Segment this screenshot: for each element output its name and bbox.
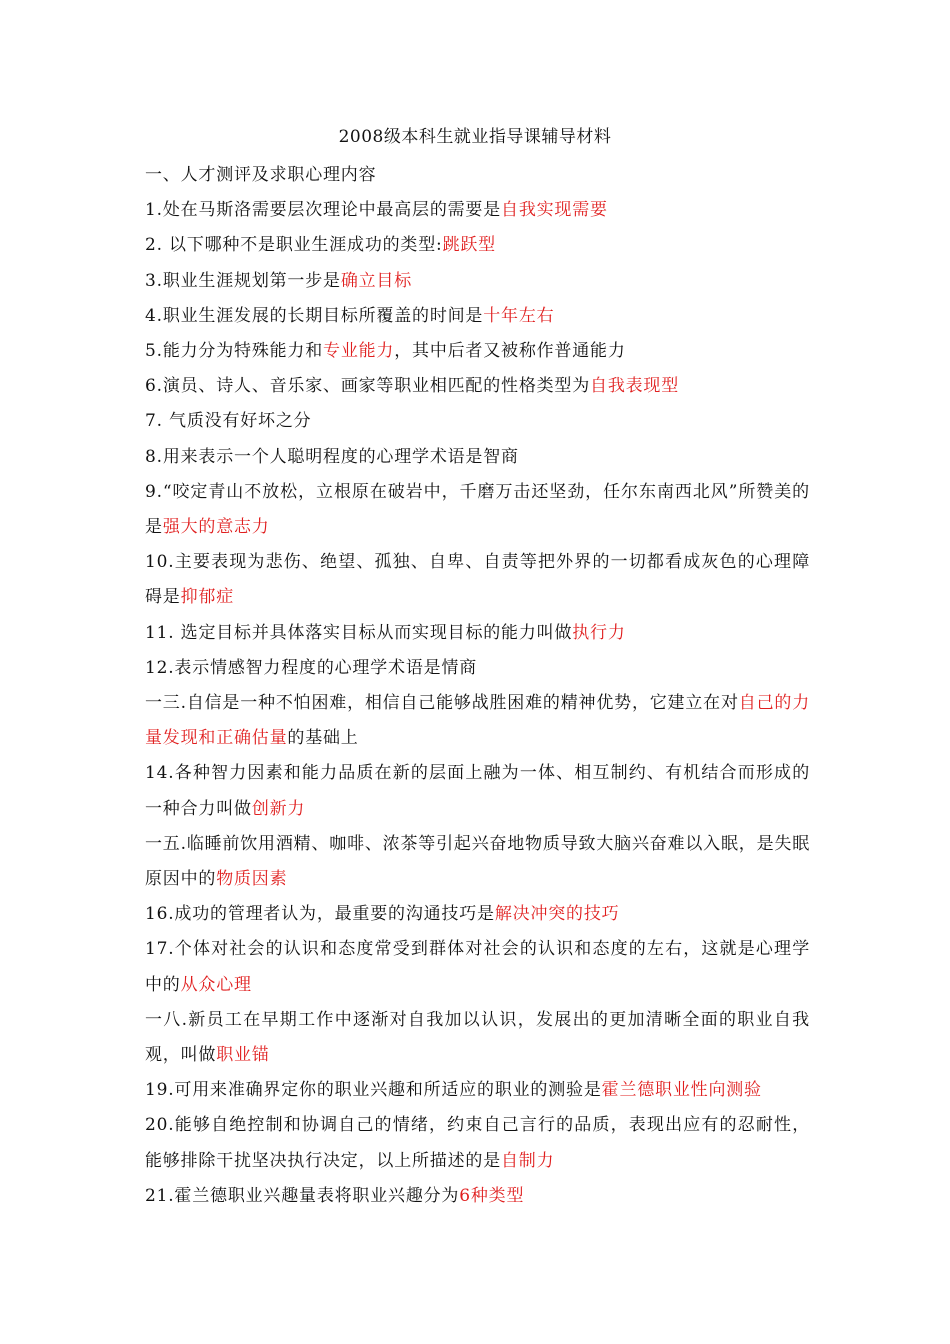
question-item <box>145 545 810 615</box>
question-text: 一五.临睡前饮用酒精、咖啡、浓茶等引起兴奋地物质导致大脑兴奋难以入眠，是失眠原因中的 <box>145 833 810 890</box>
question-item <box>145 932 810 1002</box>
question-item <box>145 1003 810 1073</box>
question-item <box>145 1108 810 1178</box>
question-text: 6.演员、诗人、音乐家、画家等职业相匹配的性格类型为 <box>145 376 591 397</box>
question-item <box>145 158 810 193</box>
question-text: 一、人才测评及求职心理内容 <box>145 165 377 185</box>
question-item <box>145 404 810 439</box>
question-text: 9.“咬定青山不放松，立根原在破岩中，千磨万击还坚劲，任尔东南西北风”所赞美的是 <box>145 481 810 538</box>
question-text: 2. 以下哪种不是职业生涯成功的类型: <box>145 235 443 256</box>
answer-highlight: 十年左右 <box>483 305 555 326</box>
question-item <box>145 334 810 369</box>
answer-highlight: 自制力 <box>501 1150 555 1171</box>
question-text: 7. 气质没有好坏之分 <box>145 411 312 432</box>
question-text: 11. 选定目标并具体落实目标从而实现目标的能力叫做 <box>145 622 573 643</box>
question-item <box>145 228 810 263</box>
question-item <box>145 475 810 545</box>
question-text: 14.各种智力因素和能力品质在新的层面上融为一体、相互制约、有机结合而形成的一种合力叫做 <box>145 763 810 819</box>
question-text: 1.处在马斯洛需要层次理论中最高层的需要是 <box>145 200 502 221</box>
question-text: 10.主要表现为悲伤、绝望、孤独、自卑、自责等把外界的一切都看成灰色的心理障碍是 <box>145 552 810 608</box>
question-text: 12.表示情感智力程度的心理学术语是情商 <box>145 657 478 678</box>
question-item <box>145 616 810 651</box>
question-text: 21.霍兰德职业兴趣量表将职业兴趣分为 <box>145 1185 460 1206</box>
document-title: 2008级本科生就业指导课辅导材料 <box>338 127 612 147</box>
question-item <box>145 756 810 826</box>
question-item <box>145 440 810 475</box>
answer-highlight: 跳跃型 <box>442 235 496 256</box>
answer-highlight: 从众心理 <box>180 974 252 995</box>
question-item <box>145 827 810 897</box>
document-body <box>145 158 810 1214</box>
question-item <box>145 369 810 404</box>
question-item <box>145 651 810 686</box>
answer-highlight: 自我表现型 <box>590 376 680 397</box>
question-text: 的基础上 <box>287 728 359 749</box>
question-text: 4.职业生涯发展的长期目标所覆盖的时间是 <box>145 305 484 326</box>
question-item <box>145 686 810 756</box>
answer-highlight: 强大的意志力 <box>162 517 270 538</box>
question-text: 17.个体对社会的认识和态度常受到群体对社会的认识和态度的左右，这就是心理学中的 <box>145 939 810 995</box>
answer-highlight: 执行力 <box>572 622 626 643</box>
question-text: 20.能够自绝控制和协调自己的情绪，约束自己言行的品质，表现出应有的忍耐性，能够排除干扰坚决执行决定，以上所描述的是 <box>145 1115 810 1171</box>
question-text: 一八.新员工在早期工作中逐渐对自我加以认识，发展出的更加清晰全面的职业自我观，叫做 <box>145 1009 810 1066</box>
question-text: 19.可用来准确界定你的职业兴趣和所适应的职业的测验是 <box>145 1080 602 1101</box>
question-item <box>145 1073 810 1108</box>
answer-highlight: 物质因素 <box>216 869 288 890</box>
answer-highlight: 霍兰德职业性向测验 <box>601 1080 762 1101</box>
question-item <box>145 264 810 299</box>
question-text: 3.职业生涯规划第一步是 <box>145 270 341 291</box>
answer-highlight: 抑郁症 <box>180 587 235 608</box>
question-text: ，其中后者又被称作普通能力 <box>394 341 626 362</box>
question-text: 8.用来表示一个人聪明程度的心理学术语是智商 <box>145 446 519 467</box>
answer-highlight: 职业锚 <box>216 1045 270 1066</box>
answer-highlight: 专业能力 <box>323 341 395 362</box>
answer-highlight: 创新力 <box>251 798 306 819</box>
question-item <box>145 193 810 228</box>
question-text: 一三.自信是一种不怕困难，相信自己能够战胜困难的精神优势，它建立在对 <box>145 693 739 714</box>
answer-highlight: 自我实现需要 <box>501 200 608 221</box>
question-item <box>145 897 810 932</box>
answer-highlight: 自己的力量发现和正确估量 <box>145 693 810 749</box>
question-text: 16.成功的管理者认为，最重要的沟通技巧是 <box>145 904 495 925</box>
question-item <box>145 299 810 334</box>
answer-highlight: 确立目标 <box>340 270 413 291</box>
answer-highlight: 解决冲突的技巧 <box>494 904 620 925</box>
answer-highlight: 6种类型 <box>459 1185 525 1206</box>
question-item <box>145 1179 810 1214</box>
question-text: 5.能力分为特殊能力和 <box>145 341 324 362</box>
